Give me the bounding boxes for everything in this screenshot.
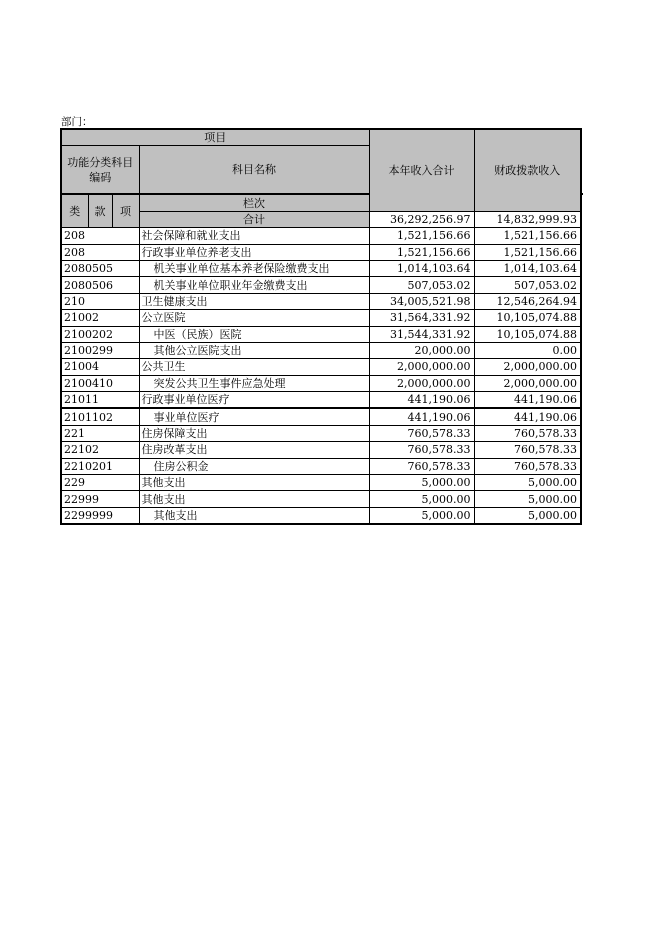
- total-label: 合计: [139, 211, 369, 227]
- row-name: 行政事业单位医疗: [139, 392, 369, 409]
- table-row: [61, 359, 581, 375]
- total-col1: 36,292,256.97: [369, 211, 474, 227]
- row-col2: 760,578.33: [474, 442, 581, 458]
- row-col2: 1,521,156.66: [474, 228, 581, 244]
- table-row: [61, 375, 581, 391]
- row-col2: 5,000.00: [474, 475, 581, 491]
- row-col1: 34,005,521.98: [369, 293, 474, 309]
- row-name: 卫生健康支出: [139, 293, 369, 309]
- table-row: [61, 310, 581, 326]
- table-row: [61, 342, 581, 358]
- row-col2: 760,578.33: [474, 458, 581, 474]
- table-row: [61, 491, 581, 507]
- row-col2: 10,105,074.88: [474, 326, 581, 342]
- row-code: 21002: [61, 310, 139, 326]
- row-col1: 31,564,331.92: [369, 310, 474, 326]
- row-code: 22999: [61, 491, 139, 507]
- header-code: 功能分类科目编码: [61, 146, 139, 195]
- table-row: [61, 425, 581, 441]
- row-col2: 5,000.00: [474, 491, 581, 507]
- row-code: 208: [61, 244, 139, 260]
- row-col1: 5,000.00: [369, 507, 474, 524]
- row-code: 2210201: [61, 458, 139, 474]
- row-name: 其他支出: [139, 507, 369, 524]
- header-lei: 类: [61, 194, 88, 227]
- department-label: 部门：: [61, 116, 93, 128]
- row-name: 住房公积金: [139, 458, 369, 474]
- total-col2: 14,832,999.93: [474, 211, 581, 227]
- row-col1: 2,000,000.00: [369, 359, 474, 375]
- row-name: 社会保障和就业支出: [139, 228, 369, 244]
- header-col1: 本年收入合计: [369, 129, 474, 211]
- row-name: 公共卫生: [139, 359, 369, 375]
- table-row: [61, 277, 581, 293]
- row-code: 2101102: [61, 408, 139, 425]
- row-col1: 1,521,156.66: [369, 228, 474, 244]
- header-lanci: 栏次: [139, 194, 369, 211]
- row-code: 21004: [61, 359, 139, 375]
- row-name: 行政事业单位养老支出: [139, 244, 369, 260]
- row-col2: 1,521,156.66: [474, 244, 581, 260]
- row-name: 机关事业单位基本养老保险缴费支出: [139, 260, 369, 276]
- table-row: [61, 228, 581, 244]
- row-name: 住房保障支出: [139, 425, 369, 441]
- row-col2: 760,578.33: [474, 425, 581, 441]
- row-col1: 1,521,156.66: [369, 244, 474, 260]
- table-row: [61, 244, 581, 260]
- row-name: 突发公共卫生事件应急处理: [139, 375, 369, 391]
- row-code: 210: [61, 293, 139, 309]
- row-col1: 760,578.33: [369, 458, 474, 474]
- table-row: [61, 442, 581, 458]
- row-col1: 5,000.00: [369, 475, 474, 491]
- row-col2: 10,105,074.88: [474, 310, 581, 326]
- row-col2: 441,190.06: [474, 408, 581, 425]
- row-col1: 5,000.00: [369, 491, 474, 507]
- row-name: 事业单位医疗: [139, 408, 369, 425]
- header-col2: 财政拨款收入: [474, 129, 581, 211]
- row-col1: 507,053.02: [369, 277, 474, 293]
- row-col2: 5,000.00: [474, 507, 581, 524]
- row-col1: 20,000.00: [369, 342, 474, 358]
- row-col1: 760,578.33: [369, 425, 474, 441]
- row-name: 其他支出: [139, 491, 369, 507]
- row-col1: 441,190.06: [369, 408, 474, 425]
- row-code: 22102: [61, 442, 139, 458]
- header-kuan: 款: [88, 194, 112, 227]
- row-col2: 1,014,103.64: [474, 260, 581, 276]
- row-col1: 1,014,103.64: [369, 260, 474, 276]
- row-code: 2100202: [61, 326, 139, 342]
- row-code: 2100299: [61, 342, 139, 358]
- row-col1: 2,000,000.00: [369, 375, 474, 391]
- table-row: [61, 293, 581, 309]
- row-col1: 760,578.33: [369, 442, 474, 458]
- row-code: 2080505: [61, 260, 139, 276]
- table-row: [61, 260, 581, 276]
- row-code: 208: [61, 228, 139, 244]
- header-item: 项目: [61, 129, 369, 146]
- budget-table: [60, 128, 582, 525]
- row-name: 机关事业单位职业年金缴费支出: [139, 277, 369, 293]
- row-col2: 2,000,000.00: [474, 375, 581, 391]
- row-name: 公立医院: [139, 310, 369, 326]
- header-name: 科目名称: [139, 146, 369, 195]
- row-col2: 0.00: [474, 342, 581, 358]
- row-name: 其他公立医院支出: [139, 342, 369, 358]
- row-col1: 31,544,331.92: [369, 326, 474, 342]
- row-code: 21011: [61, 392, 139, 409]
- row-code: 2080506: [61, 277, 139, 293]
- table-row: [61, 458, 581, 474]
- table-row: [61, 326, 581, 342]
- table-row: [61, 507, 581, 524]
- table-row: [61, 408, 581, 425]
- row-name: 住房改革支出: [139, 442, 369, 458]
- row-code: 2100410: [61, 375, 139, 391]
- row-col2: 441,190.06: [474, 392, 581, 409]
- table-row: [61, 475, 581, 491]
- row-code: 221: [61, 425, 139, 441]
- row-col2: 2,000,000.00: [474, 359, 581, 375]
- row-name: 中医（民族）医院: [139, 326, 369, 342]
- row-name: 其他支出: [139, 475, 369, 491]
- table-row: [61, 392, 581, 409]
- row-col2: 12,546,264.94: [474, 293, 581, 309]
- header-xiang: 项: [112, 194, 139, 227]
- row-code: 2299999: [61, 507, 139, 524]
- row-col1: 441,190.06: [369, 392, 474, 409]
- row-code: 229: [61, 475, 139, 491]
- row-col2: 507,053.02: [474, 277, 581, 293]
